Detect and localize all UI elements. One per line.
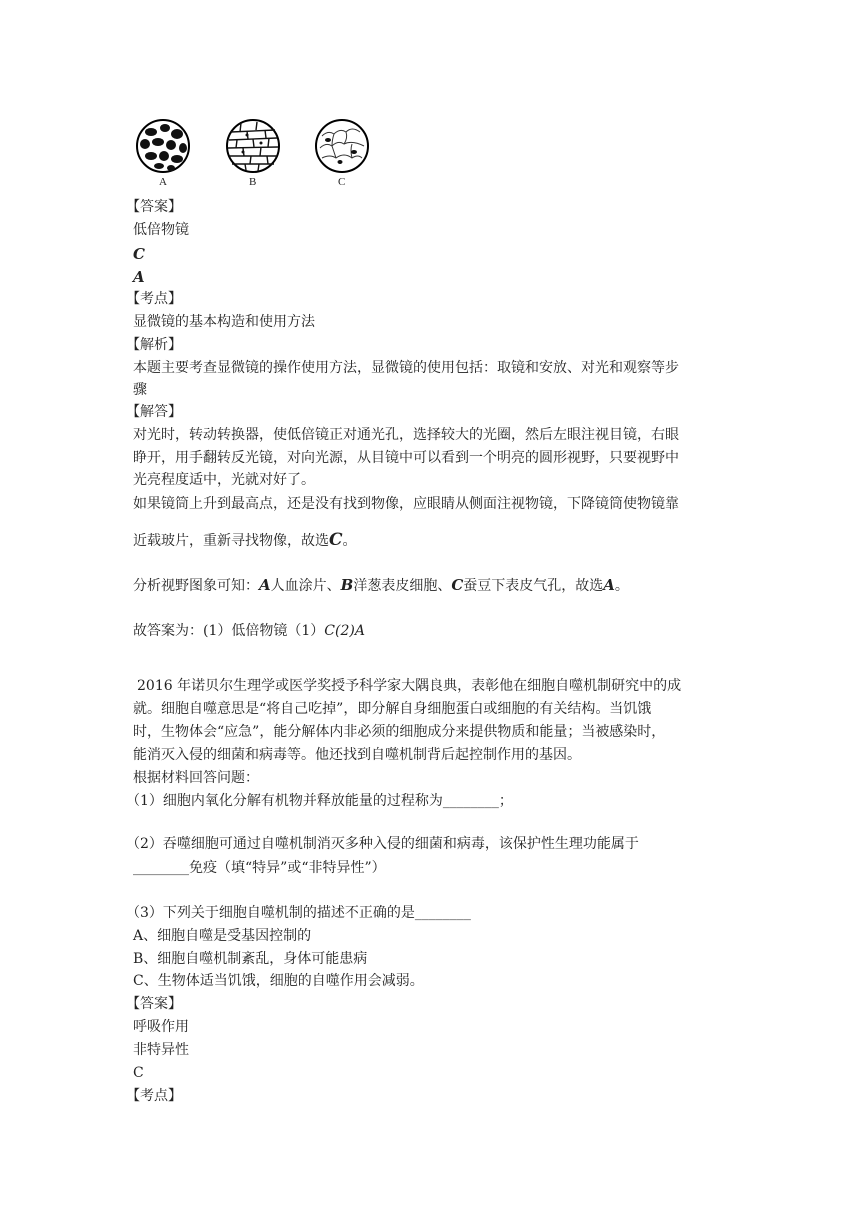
jieda-line-5-text: 近载玻片，重新寻找物像，故选 (133, 533, 329, 549)
answer-heading-2: 【答案】 (126, 996, 182, 1012)
jiexi-heading: 【解析】 (126, 337, 182, 353)
jieda-line-5 (133, 530, 357, 551)
analysis-line (133, 575, 629, 596)
kaodian-heading-2: 【考点】 (126, 1088, 182, 1104)
jieda-line-5-var: C (329, 530, 343, 550)
answer-line-2: C (133, 245, 145, 263)
field-b-image (223, 118, 283, 174)
analysis-a-text: 人血涂片、 (270, 578, 341, 594)
question-1: （1）细胞内氧化分解有机物并释放能量的过程称为________； (126, 793, 513, 809)
analysis-b-text: 洋葱表皮细胞、 (353, 578, 452, 594)
option-c: C、生物体适当饥饿，细胞的自噬作用会减弱。 (133, 973, 424, 989)
answer-2-line-2: 非特异性 (133, 1042, 189, 1058)
final-answer-prefix: 故答案为：(1）低倍物镜（1） (133, 623, 325, 639)
option-b: B、细胞自噬机制紊乱，身体可能患病 (133, 951, 368, 967)
answer-2-line-1: 呼吸作用 (133, 1019, 189, 1035)
jieda-line-3: 光亮程度适中，光就对好了。 (133, 472, 315, 488)
analysis-prefix: 分析视野图象可知： (133, 578, 259, 594)
final-answer-formula: C(2)A (324, 623, 365, 639)
jiexi-line-1: 本题主要考查显微镜的操作使用方法，显微镜的使用包括：取镜和安放、对光和观察等步 (133, 360, 679, 376)
question-prompt: 根据材料回答问题： (133, 770, 259, 786)
answer-line-1: 低倍物镜 (133, 222, 189, 238)
question-2-line-2: ________免疫（填“特异”或“非特异性”） (133, 860, 386, 876)
material-line-3: 时，生物体会“应急”，能分解体内非必须的细胞成分来提供物质和能量；当被感染时， (133, 724, 666, 740)
jieda-line-1: 对光时，转动转换器，使低倍镜正对通光孔，选择较大的光圈，然后左眼注视目镜，右眼 (133, 427, 679, 443)
answer-line-3: A (133, 268, 145, 286)
analysis-var-b: B (340, 576, 354, 594)
question-2-line-1: （2）吞噬细胞可通过自噬机制消灭多种入侵的细菌和病毒，该保护性生理功能属于 (126, 836, 639, 852)
field-c-image (312, 118, 372, 174)
kaodian-text: 显微镜的基本构造和使用方法 (133, 314, 315, 330)
answer-heading: 【答案】 (126, 199, 182, 215)
figure-label-b: B (249, 176, 257, 188)
analysis-c-text: 蚕豆下表皮气孔，故选 (463, 578, 604, 594)
field-a-image (133, 118, 193, 174)
material-line-4: 能消灭入侵的细菌和病毒等。他还找到自噬机制背后起控制作用的基因。 (133, 747, 581, 763)
figure-label-a: A (159, 176, 167, 188)
kaodian-heading: 【考点】 (126, 291, 182, 307)
jieda-line-5-end: 。 (342, 533, 357, 549)
analysis-var-c: C (451, 576, 464, 594)
material-line-1: 2016 年诺贝尔生理学或医学奖授予科学家大隅良典，表彰他在细胞自噬机制研究中的成 (137, 678, 682, 694)
analysis-end: 。 (614, 578, 629, 594)
analysis-var-a: A (259, 576, 271, 594)
jieda-line-2: 睁开，用手翻转反光镜，对向光源，从目镜中可以看到一个明亮的圆形视野，只要视野中 (133, 450, 679, 466)
jiexi-line-2: 骤 (133, 382, 147, 398)
jieda-heading: 【解答】 (126, 404, 182, 420)
figure-label-c: C (338, 176, 346, 188)
final-answer-line (133, 621, 365, 641)
jieda-line-4: 如果镜筒上升到最高点，还是没有找到物像，应眼睛从侧面注视物镜，下降镜筒使物镜靠 (133, 496, 679, 512)
analysis-var-final: A (603, 576, 615, 594)
material-line-2: 就。细胞自噬意思是“将自己吃掉”，即分解自身细胞蛋白或细胞的有关结构。当饥饿 (133, 701, 652, 717)
option-a: A、细胞自噬是受基因控制的 (133, 928, 312, 944)
question-3: （3）下列关于细胞自噬机制的描述不正确的是________ (126, 905, 471, 921)
answer-2-line-3: C (133, 1065, 144, 1081)
